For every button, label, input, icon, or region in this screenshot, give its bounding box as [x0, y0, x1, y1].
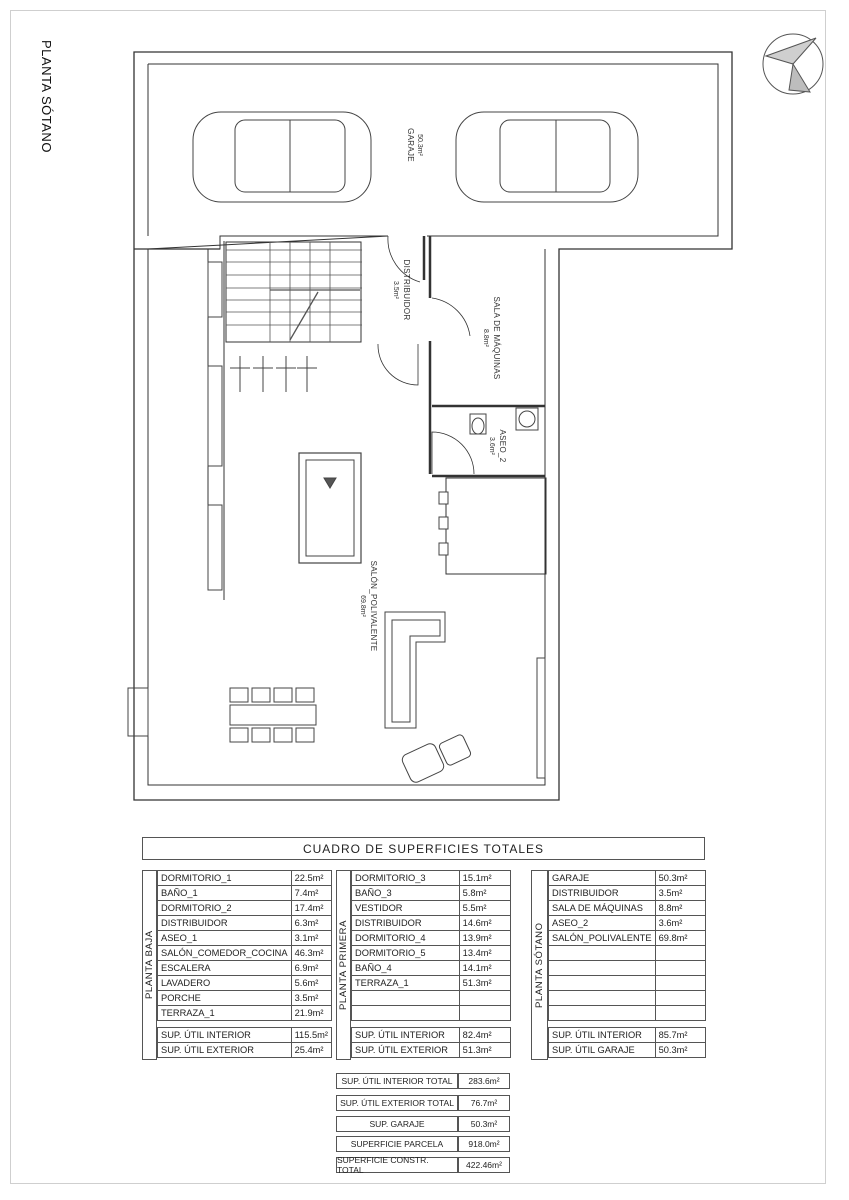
row-name: TERRAZA_1	[158, 1006, 292, 1021]
summary-name: SUP. ÚTIL GARAJE	[549, 1043, 656, 1058]
total-row	[336, 1157, 510, 1173]
row-name: DORMITORIO_1	[158, 871, 292, 886]
table-row	[158, 961, 332, 976]
row-area: 13.4m²	[459, 946, 510, 961]
row-area: 5.8m²	[459, 886, 510, 901]
row-name: DORMITORIO_2	[158, 901, 292, 916]
dining-table-icon	[230, 688, 316, 742]
table-title: CUADRO DE SUPERFICIES TOTALES	[142, 837, 705, 860]
row-name	[549, 961, 656, 976]
table-row	[549, 1006, 706, 1021]
row-name: DISTRIBUIDOR	[158, 916, 292, 931]
summary-area: 51.3m²	[459, 1043, 510, 1058]
row-area	[655, 976, 705, 991]
row-name	[549, 991, 656, 1006]
total-label: SUP. GARAJE	[336, 1116, 458, 1132]
row-name: ESCALERA	[158, 961, 292, 976]
pool-table-icon	[299, 453, 361, 563]
summary-row	[352, 1028, 511, 1043]
table-row	[352, 1006, 511, 1021]
row-area: 46.3m²	[291, 946, 331, 961]
row-name: DORMITORIO_3	[352, 871, 460, 886]
summary-name: SUP. ÚTIL INTERIOR	[549, 1028, 656, 1043]
table-row	[158, 916, 332, 931]
door-swing	[378, 236, 474, 474]
table-row	[352, 931, 511, 946]
total-row	[336, 1073, 510, 1089]
table-row	[549, 886, 706, 901]
table-row	[549, 931, 706, 946]
row-area: 13.9m²	[459, 931, 510, 946]
row-name: BAÑO_3	[352, 886, 460, 901]
row-area: 3.5m²	[655, 886, 705, 901]
table-row	[352, 976, 511, 991]
summary-name: SUP. ÚTIL EXTERIOR	[158, 1043, 292, 1058]
row-area: 6.3m²	[291, 916, 331, 931]
sofa-icon	[385, 612, 445, 728]
bar-stool-icon	[439, 492, 448, 555]
room-name-salon: SALÓN_POLIVALENTE	[369, 560, 378, 652]
row-name: BAÑO_4	[352, 961, 460, 976]
table-row	[158, 946, 332, 961]
summary-area: 115.5m²	[291, 1028, 331, 1043]
table-row	[549, 946, 706, 961]
row-name: SALÓN_POLIVALENTE	[549, 931, 656, 946]
table-row	[158, 901, 332, 916]
armchair-icon	[400, 734, 472, 785]
row-area: 8.8m²	[655, 901, 705, 916]
table-row	[549, 976, 706, 991]
total-row	[336, 1095, 510, 1111]
row-area	[459, 1006, 510, 1021]
total-value: 76.7m²	[458, 1095, 510, 1111]
table-row	[158, 976, 332, 991]
table-row	[352, 871, 511, 886]
row-area: 3.6m²	[655, 916, 705, 931]
row-area: 3.1m²	[291, 931, 331, 946]
row-area: 5.6m²	[291, 976, 331, 991]
summary-area: 85.7m²	[655, 1028, 705, 1043]
row-area: 50.3m²	[655, 871, 705, 886]
bar-counter	[446, 478, 546, 574]
row-name	[352, 1006, 460, 1021]
table-row	[158, 991, 332, 1006]
row-area	[655, 946, 705, 961]
row-area: 69.8m²	[655, 931, 705, 946]
row-name	[549, 1006, 656, 1021]
summary-row	[158, 1043, 332, 1058]
row-name: LAVADERO	[158, 976, 292, 991]
machine-room-wall	[424, 236, 545, 476]
table-row	[158, 871, 332, 886]
table-row	[352, 916, 511, 931]
total-label: SUP. ÚTIL INTERIOR TOTAL	[336, 1073, 458, 1089]
room-name-garaje: GARAJE	[406, 128, 415, 162]
car-icon	[456, 112, 638, 202]
row-name: DORMITORIO_4	[352, 931, 460, 946]
row-area: 15.1m²	[459, 871, 510, 886]
total-value: 918.0m²	[458, 1136, 510, 1152]
row-area: 14.6m²	[459, 916, 510, 931]
table-row	[549, 961, 706, 976]
row-name: TERRAZA_1	[352, 976, 460, 991]
row-area	[459, 991, 510, 1006]
row-area	[655, 961, 705, 976]
table-row	[158, 1006, 332, 1021]
table-sotano	[548, 870, 706, 1058]
sink-icon	[516, 408, 538, 430]
row-area: 22.5m²	[291, 871, 331, 886]
toilet-icon	[470, 414, 486, 434]
table-row	[352, 991, 511, 1006]
row-area	[655, 1006, 705, 1021]
summary-area: 25.4m²	[291, 1043, 331, 1058]
row-name: DISTRIBUIDOR	[549, 886, 656, 901]
table-row	[158, 886, 332, 901]
total-label: SUPERFICIE CONSTR. TOTAL	[336, 1157, 458, 1173]
summary-name: SUP. ÚTIL EXTERIOR	[352, 1043, 460, 1058]
table-row	[158, 931, 332, 946]
table-baja	[157, 870, 332, 1058]
stair-treads	[226, 242, 362, 342]
summary-row	[158, 1028, 332, 1043]
table-row	[549, 991, 706, 1006]
row-name: PORCHE	[158, 991, 292, 1006]
table-row	[549, 916, 706, 931]
table-row	[352, 901, 511, 916]
north-arrow-icon	[763, 34, 823, 94]
summary-name: SUP. ÚTIL INTERIOR	[352, 1028, 460, 1043]
row-area: 51.3m²	[459, 976, 510, 991]
row-name: DORMITORIO_5	[352, 946, 460, 961]
total-row	[336, 1116, 510, 1132]
row-name: SALÓN_COMEDOR_COCINA	[158, 946, 292, 961]
bicycle-icon	[230, 356, 317, 392]
total-value: 283.6m²	[458, 1073, 510, 1089]
row-area: 5.5m²	[459, 901, 510, 916]
table-row	[352, 886, 511, 901]
sheet-title: PLANTA SÓTANO	[39, 40, 54, 153]
row-name: ASEO_1	[158, 931, 292, 946]
summary-row	[549, 1028, 706, 1043]
section-label-sotano: PLANTA SÓTANO	[531, 870, 548, 1060]
row-name: ASEO_2	[549, 916, 656, 931]
row-area	[655, 991, 705, 1006]
row-name	[549, 976, 656, 991]
row-name	[549, 946, 656, 961]
car-icon	[193, 112, 371, 202]
row-name: DISTRIBUIDOR	[352, 916, 460, 931]
row-area: 14.1m²	[459, 961, 510, 976]
table-row	[549, 901, 706, 916]
summary-area: 82.4m²	[459, 1028, 510, 1043]
summary-name: SUP. ÚTIL INTERIOR	[158, 1028, 292, 1043]
row-area: 6.9m²	[291, 961, 331, 976]
room-name-aseo: ASEO_2	[498, 429, 507, 463]
room-area-garaje: 50.3m²	[416, 134, 423, 156]
total-label: SUP. ÚTIL EXTERIOR TOTAL	[336, 1095, 458, 1111]
room-area-distribuidor: 3.5m²	[392, 281, 399, 299]
summary-row	[549, 1043, 706, 1058]
row-name: SALA DE MÁQUINAS	[549, 901, 656, 916]
section-label-primera: PLANTA PRIMERA	[336, 870, 351, 1060]
room-area-sala-maquinas: 8.8m²	[482, 329, 489, 347]
total-label: SUPERFICIE PARCELA	[336, 1136, 458, 1152]
row-name: BAÑO_1	[158, 886, 292, 901]
row-area: 21.9m²	[291, 1006, 331, 1021]
summary-row	[352, 1043, 511, 1058]
room-name-sala-maquinas: SALA DE MÁQUINAS	[492, 296, 501, 380]
table-primera	[351, 870, 511, 1058]
row-area: 3.5m²	[291, 991, 331, 1006]
room-area-aseo: 3.6m²	[488, 437, 495, 455]
row-name	[352, 991, 460, 1006]
room-area-salon: 69.8m²	[359, 595, 366, 617]
total-value: 422.46m²	[458, 1157, 510, 1173]
row-name: GARAJE	[549, 871, 656, 886]
total-value: 50.3m²	[458, 1116, 510, 1132]
table-row	[549, 871, 706, 886]
row-area: 17.4m²	[291, 901, 331, 916]
section-label-baja: PLANTA BAJA	[142, 870, 157, 1060]
total-row	[336, 1136, 510, 1152]
staircase	[226, 242, 361, 342]
summary-area: 50.3m²	[655, 1043, 705, 1058]
table-row	[352, 946, 511, 961]
room-name-distribuidor: DISTRIBUIDOR	[402, 259, 411, 321]
table-row	[352, 961, 511, 976]
row-area: 7.4m²	[291, 886, 331, 901]
row-name: VESTIDOR	[352, 901, 460, 916]
